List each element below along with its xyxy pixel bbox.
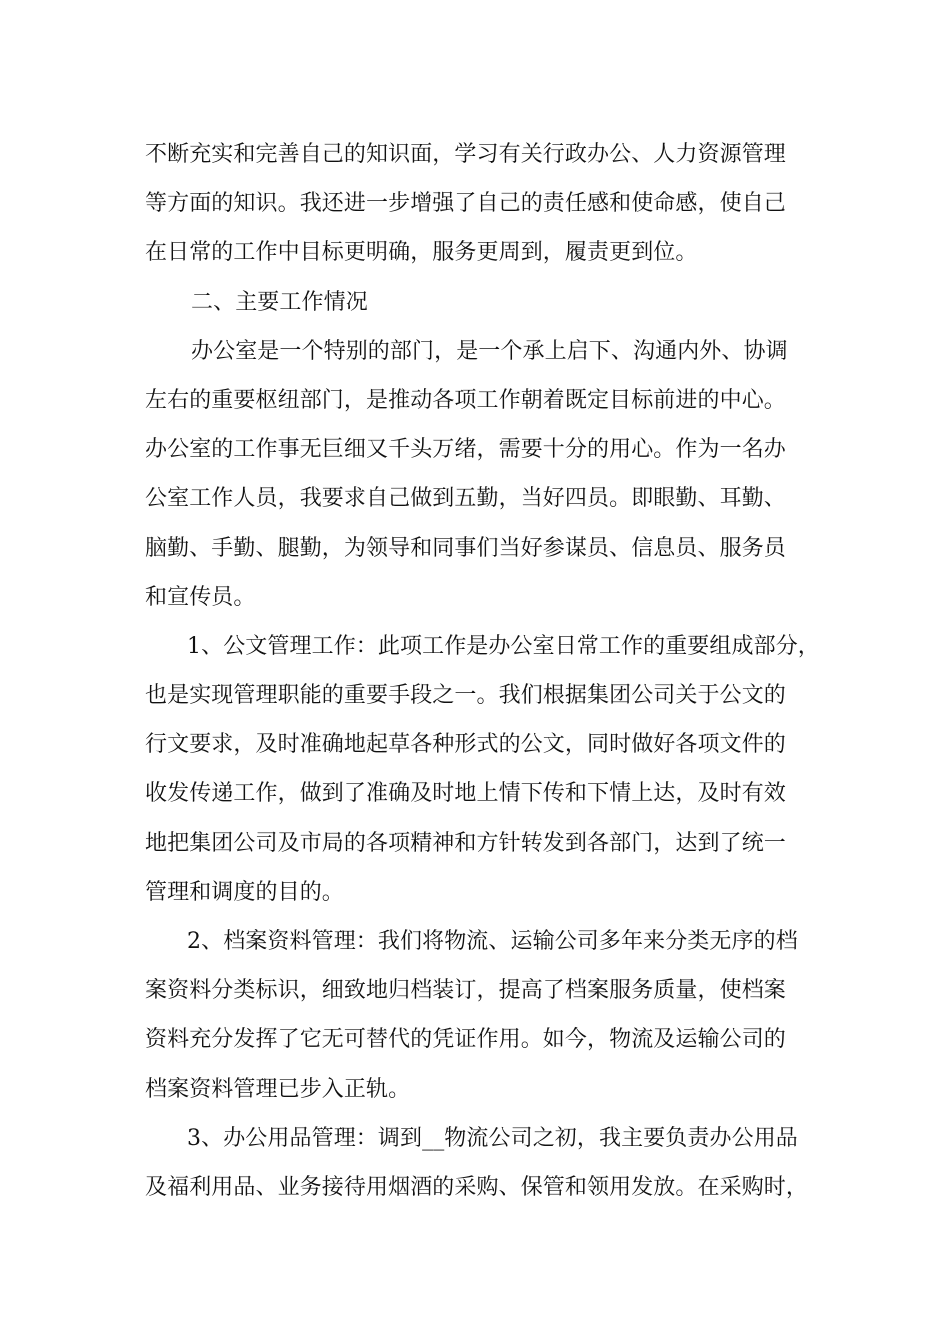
text-line: 脑勤、手勤、腿勤，为领导和同事们当好参谋员、信息员、服务员 <box>145 535 786 561</box>
section-heading: 二、主要工作情况 <box>191 289 368 315</box>
document-body <box>145 130 825 1212</box>
text-line: 资料充分发挥了它无可替代的凭证作用。如今，物流及运输公司的 <box>145 1027 786 1053</box>
text-line: 也是实现管理职能的重要手段之一。我们根据集团公司关于公文的 <box>145 683 786 709</box>
text-line: 办公室是一个特别的部门，是一个承上启下、沟通内外、协调 <box>191 338 788 364</box>
text-line: 案资料分类标识，细致地归档装订，提高了档案服务质量，使档案 <box>145 978 786 1004</box>
text-line: 办公室的工作事无巨细又千头万绪，需要十分的用心。作为一名办 <box>145 437 786 463</box>
text-line: 公室工作人员，我要求自己做到五勤，当好四员。即眼勤、耳勤、 <box>145 486 786 512</box>
text-line: 收发传递工作，做到了准确及时地上情下传和下情上达，及时有效 <box>145 781 786 807</box>
text-line: 地把集团公司及市局的各项精神和方针转发到各部门，达到了统一 <box>145 830 786 856</box>
text-line: 3、办公用品管理：调到__物流公司之初，我主要负责办公用品 <box>187 1125 798 1151</box>
text-line: 等方面的知识。我还进一步增强了自己的责任感和使命感，使自己 <box>145 191 786 217</box>
text-line: 在日常的工作中目标更明确，服务更周到，履责更到位。 <box>145 240 698 266</box>
text-line: 管理和调度的目的。 <box>145 879 344 905</box>
text-line: 左右的重要枢纽部门，是推动各项工作朝着既定目标前进的中心。 <box>145 387 786 413</box>
text-line: 行文要求，及时准确地起草各种形式的公文，同时做好各项文件的 <box>145 732 786 758</box>
text-line: 2、档案资料管理：我们将物流、运输公司多年来分类无序的档 <box>187 929 798 954</box>
text-line: 1、公文管理工作：此项工作是办公室日常工作的重要组成部分， <box>187 633 820 659</box>
text-line: 不断充实和完善自己的知识面，学习有关行政办公、人力资源管理 <box>145 142 786 167</box>
text-line: 档案资料管理已步入正轨。 <box>145 1076 411 1102</box>
text-line: 和宣传员。 <box>145 584 256 610</box>
text-line: 及福利用品、业务接待用烟酒的采购、保管和领用发放。在采购时， <box>145 1174 809 1200</box>
